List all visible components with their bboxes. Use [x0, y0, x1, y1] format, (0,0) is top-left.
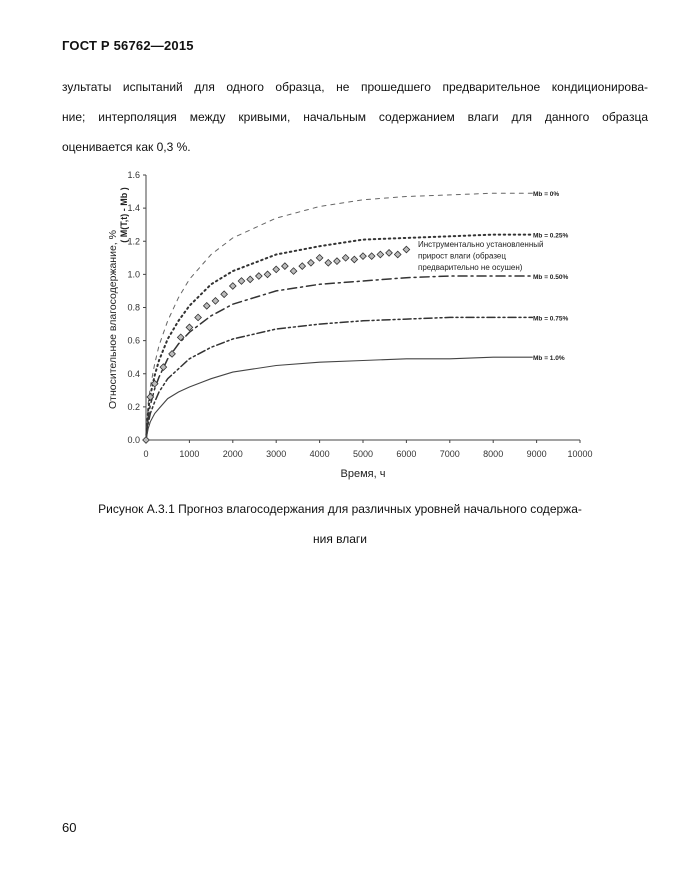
x-tick-label: 5000	[352, 449, 374, 459]
measured-point	[351, 256, 358, 263]
measured-point	[386, 250, 393, 257]
y-tick-label: 0.0	[127, 435, 140, 445]
measured-point	[203, 303, 210, 310]
y-tick-label: 1.0	[127, 269, 140, 280]
series-line	[146, 193, 532, 440]
measured-point	[282, 263, 289, 270]
measured-point	[403, 246, 410, 253]
x-tick-label: 8000	[483, 449, 504, 459]
page-number: 60	[62, 820, 77, 835]
x-tick-label: 7000	[439, 449, 460, 459]
x-tick-label: 2000	[222, 449, 243, 459]
measured-annotation-line: предварительно не осушен)	[418, 263, 523, 272]
paragraph-line: зультаты испытаний для одного образца, не прошедшего предварительное кондиционирова-	[62, 80, 648, 94]
y-axis-formula: ( M(T,t) - Mb )	[119, 187, 129, 243]
series-label: Mb = 1.0%	[533, 355, 565, 363]
measured-point	[264, 271, 271, 278]
series-label: Mb = 0.25%	[533, 232, 569, 240]
y-tick-label: 0.6	[127, 335, 140, 346]
x-tick-label: 3000	[266, 449, 287, 459]
series-label: Mb = 0.75%	[533, 315, 569, 323]
chart-measured-points	[143, 246, 410, 443]
y-tick-label: 1.6	[127, 170, 140, 180]
measured-point	[273, 266, 280, 273]
measured-point	[342, 255, 349, 262]
measured-point	[169, 351, 176, 358]
x-tick-label: 9000	[526, 449, 547, 459]
measured-point	[368, 253, 375, 260]
y-axis-title: Относительное влагосодержание, %	[107, 230, 119, 409]
x-tick-label: 10000	[567, 449, 593, 459]
measured-point	[195, 314, 202, 321]
measured-point	[143, 437, 150, 444]
measured-point	[394, 251, 401, 258]
series-line	[146, 357, 532, 440]
measured-annotation-line: Инструментально установленный	[418, 240, 544, 249]
measured-point	[221, 291, 228, 298]
standard-header: ГОСТ Р 56762—2015	[62, 38, 194, 53]
x-tick-label: 1000	[179, 449, 200, 459]
chart-series	[146, 193, 532, 440]
measured-point	[325, 259, 332, 266]
figure-caption-line-1: Рисунок А.3.1 Прогноз влагосодержания для различных уровней начального содержа-	[98, 502, 582, 516]
y-tick-label: 1.2	[127, 236, 140, 247]
body-paragraph	[62, 72, 648, 162]
moisture-forecast-chart	[100, 160, 620, 490]
figure-caption-line-2: ния влаги	[312, 532, 368, 546]
x-axis-title: Время, ч	[340, 468, 386, 480]
x-tick-label: 6000	[396, 449, 417, 459]
measured-point	[212, 298, 219, 305]
measured-point	[256, 273, 263, 280]
y-tick-label: 0.4	[127, 368, 140, 379]
measured-point	[334, 258, 341, 265]
measured-point	[247, 276, 254, 283]
x-tick-label: 4000	[309, 449, 330, 459]
paragraph-line: ние; интерполяция между кривыми, начальным содержанием влаги для данного образца	[62, 110, 648, 124]
y-tick-label: 0.2	[127, 401, 140, 412]
measured-point	[308, 259, 315, 266]
y-tick-label: 0.8	[127, 302, 140, 313]
measured-point	[238, 278, 245, 285]
y-tick-label: 1.4	[127, 203, 140, 214]
measured-annotation-line: прирост влаги (образец	[418, 251, 506, 261]
measured-point	[316, 255, 323, 262]
measured-point	[230, 283, 237, 290]
measured-point	[299, 263, 306, 270]
measured-point	[377, 251, 384, 258]
chart-labels	[107, 187, 568, 480]
measured-point	[360, 253, 367, 260]
x-tick-label: 0	[143, 449, 149, 459]
series-label: Mb = 0%	[533, 191, 560, 199]
series-label: Mb = 0.50%	[533, 274, 569, 282]
paragraph-line: оценивается как 0,3 %.	[62, 140, 191, 154]
series-line	[146, 317, 532, 440]
measured-point	[290, 268, 297, 275]
